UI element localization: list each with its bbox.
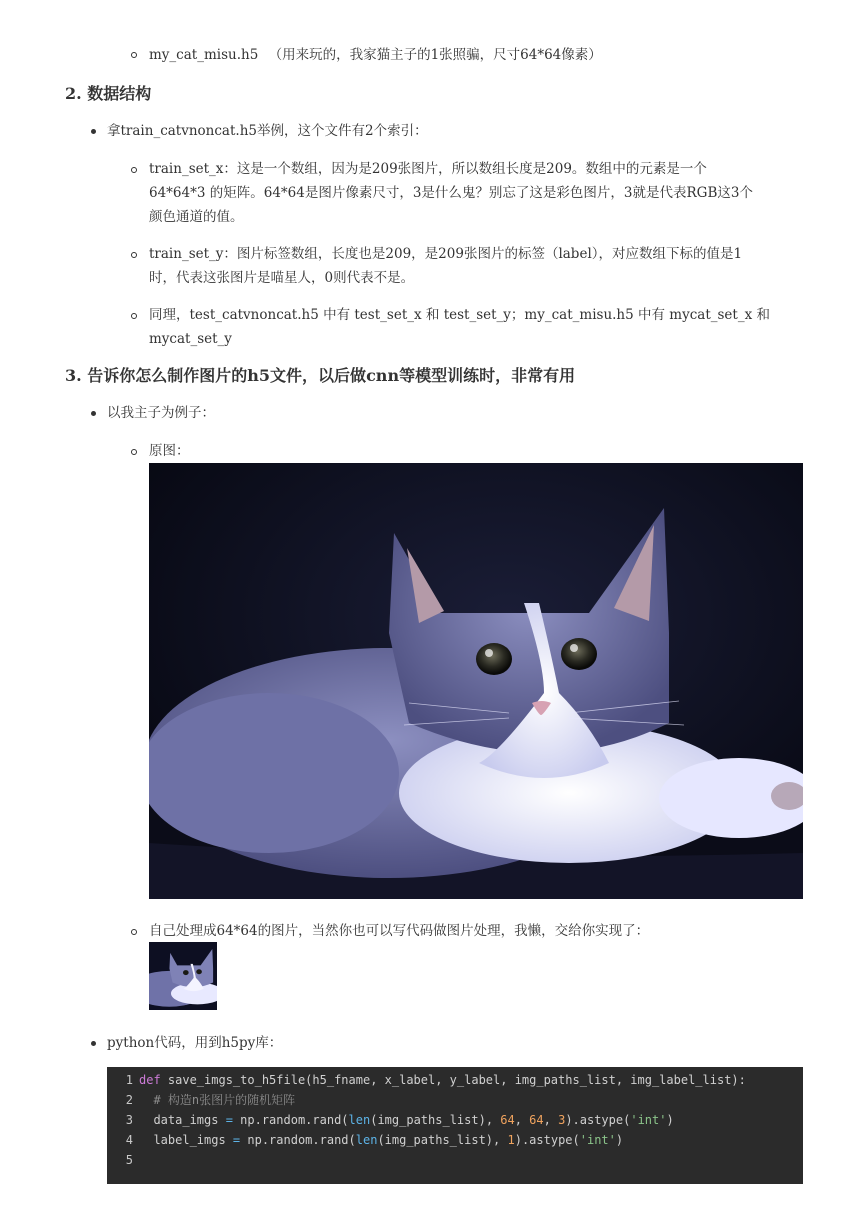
code-token: (img_paths_list), — [370, 1113, 501, 1127]
code-token: len — [355, 1133, 378, 1147]
line-number: 5 — [125, 1153, 133, 1167]
code-token: 64 — [529, 1113, 544, 1127]
list-bullet — [91, 1041, 96, 1046]
list-bullet — [131, 313, 137, 319]
list-bullet — [131, 52, 137, 58]
code-token: 'int' — [579, 1133, 616, 1147]
list-item: 拿train_catvnoncat.h5举例，这个文件有2个索引： — [107, 123, 428, 139]
file-description: （用来玩的，我家猫主子的1张照骗，尺寸64*64像素） — [268, 47, 602, 63]
code-token: = — [225, 1113, 233, 1127]
code-line — [107, 1130, 623, 1150]
list-bullet — [131, 449, 137, 455]
code-token: np.random.rand( — [232, 1113, 349, 1127]
code-token: save_imgs_to_h5file(h5_fname, x_label, y_label, img_paths_list, img_label_list): — [167, 1073, 746, 1087]
list-item — [149, 45, 602, 65]
line-number: 4 — [125, 1133, 133, 1147]
list-bullet — [131, 929, 137, 935]
section-heading: 3. 告诉你怎么制作图片的h5文件，以后做cnn等模型训练时，非常有用 — [65, 366, 576, 385]
code-token: def — [139, 1073, 168, 1087]
code-token: (img_paths_list), — [377, 1133, 508, 1147]
list-item: 以我主子为例子： — [107, 405, 215, 421]
code-token: 'int' — [630, 1113, 667, 1127]
code-token: = — [232, 1133, 241, 1147]
list-bullet — [91, 411, 96, 416]
code-token: , — [543, 1113, 559, 1127]
code-token: label_imgs — [139, 1133, 233, 1147]
code-token: , — [514, 1113, 530, 1127]
section-heading: 2. 数据结构 — [65, 84, 152, 103]
code-token: # 构造n张图片的随机矩阵 — [139, 1093, 296, 1107]
code-line — [107, 1090, 295, 1110]
code-token: ).astype( — [514, 1133, 580, 1147]
code-line — [107, 1110, 674, 1130]
cat-thumbnail — [149, 942, 217, 1010]
file-name: my_cat_misu.h5 — [149, 47, 259, 63]
list-item: 自己处理成64*64的图片，当然你也可以写代码做图片处理，我懒，交给你实现了： — [149, 923, 650, 939]
code-token: data_imgs — [139, 1113, 226, 1127]
code-line — [107, 1150, 139, 1170]
code-token: len — [348, 1113, 371, 1127]
code-token: np.random.rand( — [240, 1133, 356, 1147]
list-bullet — [131, 167, 137, 173]
list-item: 原图： — [149, 443, 190, 459]
code-token: 3 — [558, 1113, 566, 1127]
code-token: ) — [615, 1133, 624, 1147]
cat-photo — [149, 463, 803, 899]
list-bullet — [91, 129, 96, 134]
code-block — [107, 1067, 803, 1184]
list-bullet — [131, 252, 137, 258]
line-number: 1 — [125, 1073, 133, 1087]
code-line — [107, 1070, 746, 1090]
code-token: ).astype( — [565, 1113, 631, 1127]
code-token: ) — [666, 1113, 674, 1127]
list-item: python代码，用到h5py库： — [107, 1035, 283, 1051]
line-number: 3 — [125, 1113, 133, 1127]
code-token: 64 — [500, 1113, 515, 1127]
code-token: 1 — [507, 1133, 515, 1147]
line-number: 2 — [125, 1093, 133, 1107]
